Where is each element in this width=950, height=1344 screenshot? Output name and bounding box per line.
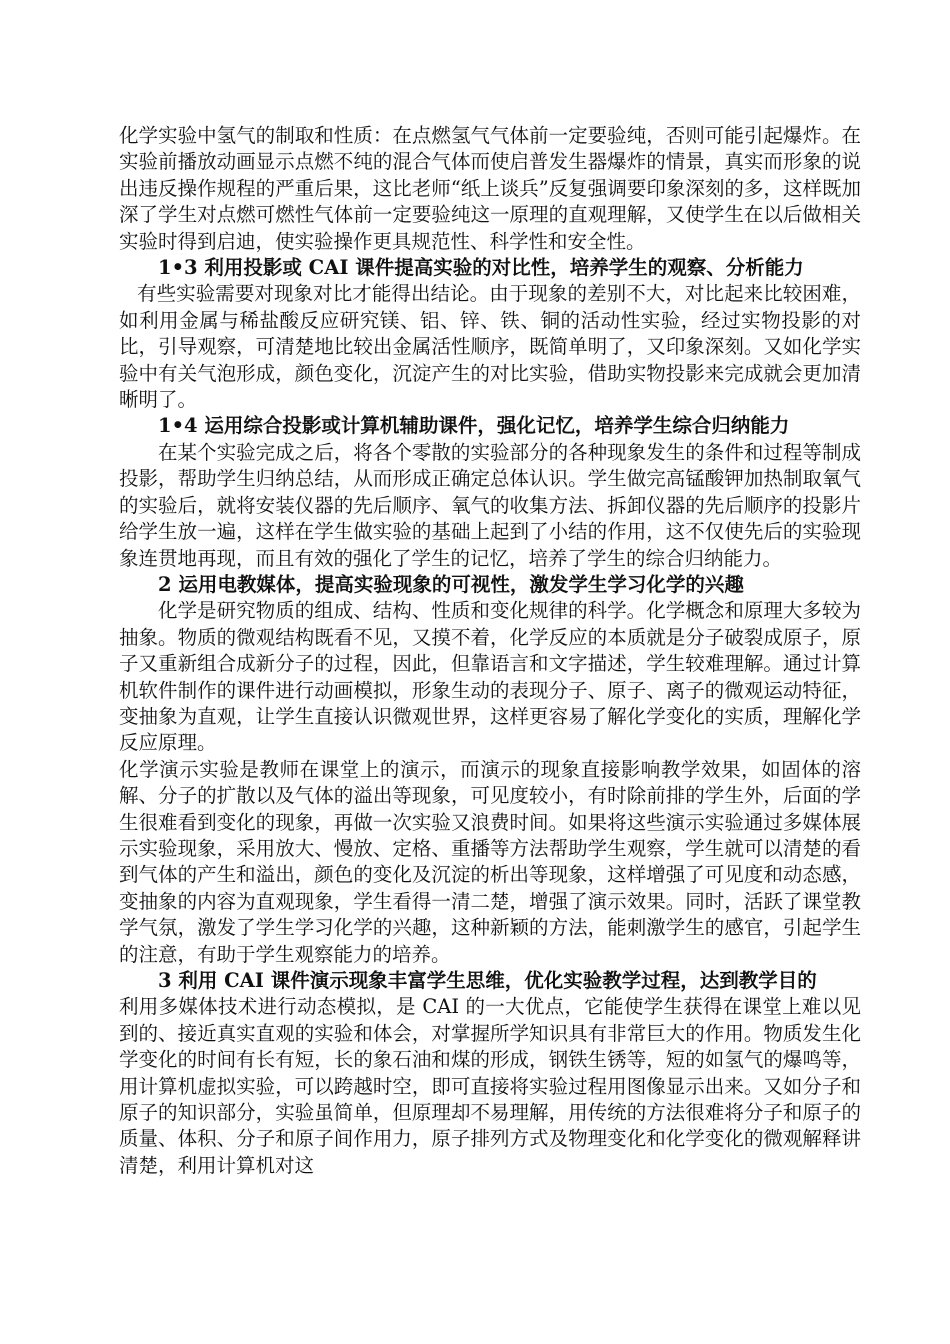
section-heading: 2 运用电教媒体，提高实验现象的可视性，激发学生学习化学的兴趣: [158, 572, 744, 596]
body-paragraph: 在某个实验完成之后，将各个零散的实验部分的各种现象发生的条件和过程等制成投影，帮助学生归纳总结，从而形成正确定总体认识。学生做完高锰酸钾加热制取氧气的实验后，就将安装仪器的先后顺序、氧气的收集方法、拆卸仪器的先后顺序的投影片给学生放一遍，这样在学生做实验的基础上起到了小结的作用，这不仅使先后的实验现象连贯地再现，而且有效的强化了学生的记忆，培养了学生的综合归纳能力。: [119, 440, 861, 570]
body-paragraph: 有些实验需要对现象对比才能得出结论。由于现象的差别不大，对比起来比较困难，如利用金属与稀盐酸反应研究镁、铝、锌、铁、铜的活动性实验，经过实物投影的对比，引导观察，可清楚地比较出金属活性顺序，既简单明了，又印象深刻。又如化学实验中有关气泡形成，颜色变化，沉淀产生的对比实验，借助实物投影来完成就会更加清晰明了。: [119, 282, 861, 412]
body-paragraph: 化学演示实验是教师在课堂上的演示，而演示的现象直接影响教学效果，如固体的溶解、分子的扩散以及气体的溢出等现象，可见度较小，有时除前排的学生外，后面的学生很难看到变化的现象，再做一次实验又浪费时间。如果将这些演示实验通过多媒体展示实验现象，采用放大、慢放、定格、重播等方法帮助学生观察，学生就可以清楚的看到气体的产生和溢出，颜色的变化及沉淀的析出等现象，这样增强了可见度和动态感，变抽象的内容为直观现象，学生看得一清二楚，增强了演示效果。同时，活跃了课堂教学气氛，激发了学生学习化学的兴趣，这种新颖的方法，能刺激学生的感官，引起学生的注意，有助于学生观察能力的培养。: [119, 757, 861, 966]
body-paragraph: 利用多媒体技术进行动态模拟，是 CAI 的一大优点，它能使学生获得在课堂上难以见到的、接近真实直观的实验和体会，对掌握所学知识具有非常巨大的作用。物质发生化学变化的时间有长有短，长的象石油和煤的形成，钢铁生锈等，短的如氢气的爆鸣等，用计算机虚拟实验，可以跨越时空，即可直接将实验过程用图像显示出来。又如分子和原子的知识部分，实验虽简单，但原理却不易理解，用传统的方法很难将分子和原子的质量、体积、分子和原子间作用力，原子排列方式及物理变化和化学变化的微观解释讲清楚，利用计算机对这: [119, 995, 861, 1177]
section-heading: 1•3 利用投影或 CAI 课件提高实验的对比性，培养学生的观察、分析能力: [158, 256, 804, 280]
document-page: [119, 123, 861, 1179]
section-heading: 3 利用 CAI 课件演示现象丰富学生思维，优化实验教学过程，达到教学目的: [158, 969, 817, 992]
section-heading: 1•4 运用综合投影或计算机辅助课件，强化记忆，培养学生综合归纳能力: [158, 414, 790, 438]
body-paragraph: 化学是研究物质的组成、结构、性质和变化规律的科学。化学概念和原理大多较为抽象。物质的微观结构既看不见，又摸不着，化学反应的本质就是分子破裂成原子，原子又重新组合成新分子的过程，因此，但靠语言和文字描述，学生较难理解。通过计算机软件制作的课件进行动画模拟，形象生动的表现分子、原子、离子的微观运动特征，变抽象为直观，让学生直接认识微观世界，这样更容易了解化学变化的实质，理解化学反应原理。: [119, 599, 861, 755]
body-paragraph: 化学实验中氢气的制取和性质：在点燃氢气气体前一定要验纯，否则可能引起爆炸。在实验前播放动画显示点燃不纯的混合气体而使启普发生器爆炸的情景，真实而形象的说出违反操作规程的严重后果，这比老师“纸上谈兵”反复强调要印象深刻的多，这样既加深了学生对点燃可燃性气体前一定要验纯这一原理的直观理解，又使学生在以后做相关实验时得到启迪，使实验操作更具规范性、科学性和安全性。: [119, 124, 861, 253]
